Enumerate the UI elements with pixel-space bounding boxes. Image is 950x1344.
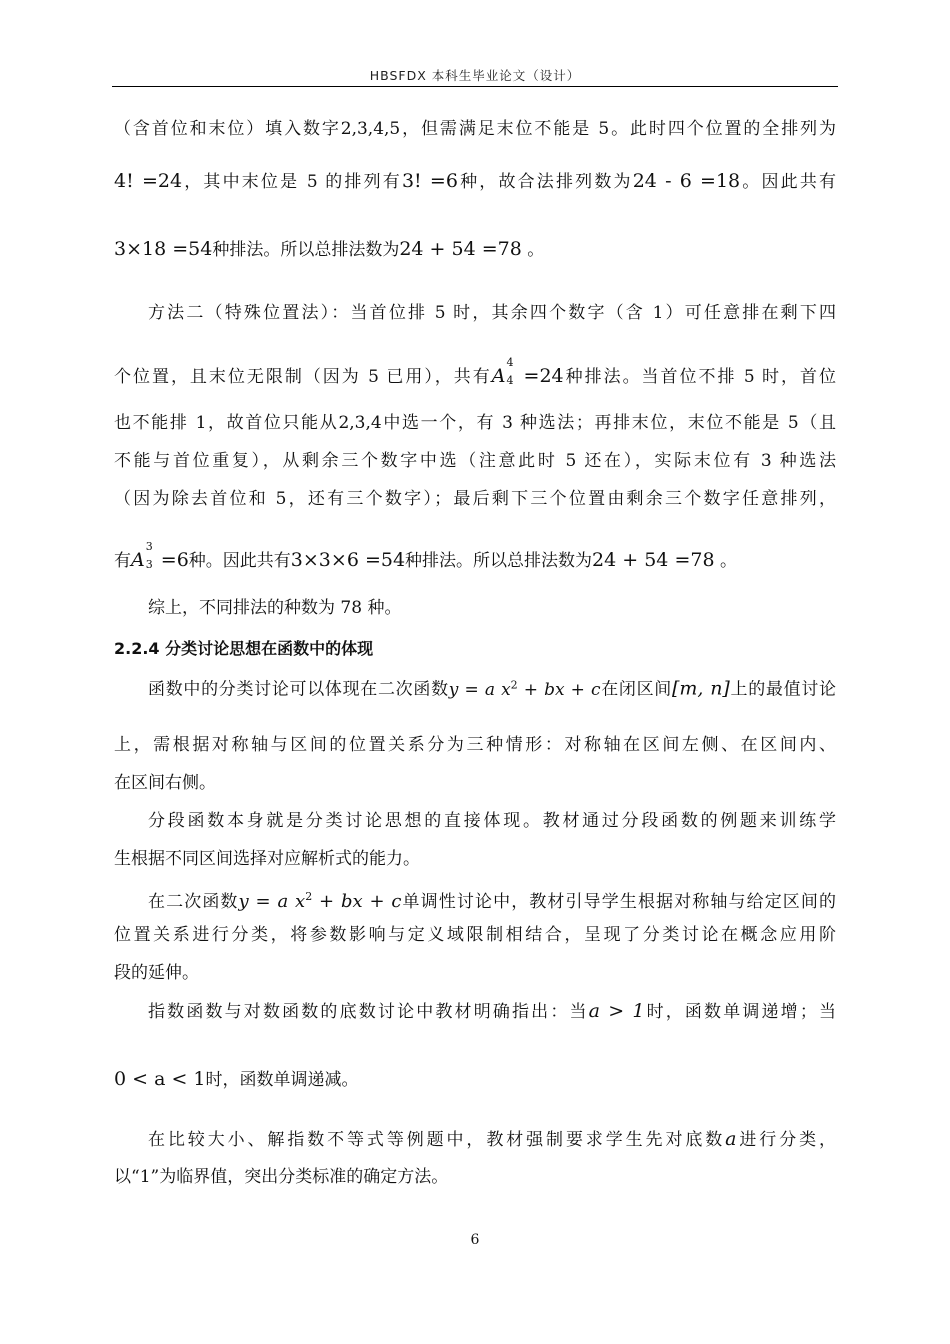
- math-expr: [239, 891, 402, 912]
- text-segment: 种排法。所以总排法数为: [212, 240, 400, 260]
- text-line: [114, 238, 544, 261]
- text-line: [114, 170, 836, 193]
- math-expr: a > 1: [588, 1000, 645, 1022]
- text-line: 分段函数本身就是分类讨论思想的直接体现。教材通过分段函数的例题来训练学: [148, 811, 836, 831]
- text-segment: 在比较大小、解指数不等式等例题中，教材强制要求学生先对底数: [148, 1130, 726, 1150]
- text-segment: 。因此共有: [740, 172, 837, 192]
- text-segment: 单调性讨论中，教材引导学生根据对称轴与给定区间的: [401, 892, 837, 912]
- page-header: HBSFDX 本科生毕业论文（设计）: [369, 68, 581, 83]
- math-sub: 3: [145, 558, 153, 571]
- header-rule: [112, 86, 838, 87]
- text-line: 以“1”为临界值，突出分类标准的确定方法。: [114, 1167, 449, 1187]
- math-symbol: x: [501, 679, 511, 700]
- math-sup: 2: [510, 678, 518, 691]
- section-heading: 2.2.4 分类讨论思想在函数中的体现: [114, 639, 374, 658]
- text-segment: 进行分类，: [736, 1130, 837, 1150]
- text-segment: 指数函数与对数函数的底数讨论中教材明确指出：当: [148, 1002, 589, 1022]
- text-line: 方法二（特殊位置法）：当首位排 5 时，其余四个数字（含 1）可任意排在剩下四: [148, 303, 836, 323]
- math-symbol: =: [248, 891, 278, 912]
- math-expr: 3×18 =54: [114, 238, 213, 260]
- math-symbol: a: [725, 1128, 737, 1150]
- text-line: [114, 540, 737, 572]
- math-symbol: a: [277, 891, 289, 912]
- text-line: 也不能排 1，故首位只能从2,3,4中选一个，有 3 种选法；再排末位，末位不能是 5（且: [114, 413, 836, 433]
- text-line: 在区间右侧。: [114, 773, 216, 793]
- text-line: 生根据不同区间选择对应解析式的能力。: [114, 849, 420, 869]
- text-segment: 函数中的分类讨论可以体现在二次函数: [148, 679, 449, 700]
- math-symbol: A: [491, 365, 506, 387]
- text-segment: ，其中末位是 5 的排列有: [182, 172, 402, 192]
- math-expr: [491, 356, 564, 387]
- math-sub: 4: [506, 374, 514, 387]
- text-segment: 种。因此共有: [188, 551, 291, 571]
- math-expr: 24 - 6 =18: [632, 170, 741, 192]
- math-symbol: =6: [160, 549, 189, 571]
- text-line: 段的延伸。: [114, 963, 199, 983]
- text-segment: 个位置，且末位无限制（因为 5 已用），共有: [114, 367, 492, 387]
- math-expr: 0 < a < 1: [114, 1068, 206, 1090]
- text-line: [148, 1128, 836, 1151]
- text-line: 不能与首位重复），从剩余三个数字中选（注意此时 5 还在），实际末位有 3 种选法: [114, 451, 836, 471]
- math-script: [145, 540, 155, 571]
- text-line: （含首位和末位）填入数字2,3,4,5，但需满足末位不能是 5。此时四个位置的全排列为: [114, 119, 836, 139]
- math-symbol: a: [484, 679, 495, 700]
- math-expr: 4! =24: [114, 170, 183, 192]
- text-segment: 在闭区间: [600, 679, 672, 700]
- math-symbol: y: [448, 679, 459, 700]
- math-symbol: A: [131, 549, 145, 571]
- text-line: （因为除去首位和 5，还有三个数字）；最后剩下三个位置由剩余三个数字任意排列，: [114, 489, 836, 509]
- math-expr: 3! =6: [401, 170, 458, 192]
- text-line: [148, 1000, 836, 1023]
- page-number: 6: [470, 1232, 480, 1248]
- text-segment: 在二次函数: [148, 892, 239, 912]
- text-line: [114, 1068, 359, 1091]
- math-expr: [m, n]: [672, 677, 730, 700]
- math-symbol: =: [458, 679, 485, 700]
- math-script: [506, 356, 516, 387]
- math-expr: [449, 680, 601, 700]
- text-line: 上，需根据对称轴与区间的位置关系分为三种情形：对称轴在区间左侧、在区间内、: [114, 735, 836, 755]
- math-expr: 24 + 54 =78: [592, 549, 715, 571]
- text-segment: 。: [719, 551, 737, 571]
- math-sup: 4: [506, 356, 514, 369]
- text-line: [148, 886, 836, 913]
- math-expr: 3×3×6 =54: [290, 549, 406, 571]
- text-segment: 上的最值讨论: [729, 679, 837, 700]
- math-symbol: + bx + c: [312, 891, 402, 912]
- math-symbol: x: [295, 891, 306, 912]
- math-sup: 3: [145, 540, 153, 553]
- text-segment: 。: [527, 240, 545, 260]
- text-segment: 有: [114, 551, 131, 571]
- math-symbol: + bx + c: [517, 679, 601, 700]
- text-segment: 种，故合法排列数为: [457, 172, 633, 192]
- math-sup: 2: [305, 890, 313, 903]
- text-line: [114, 356, 837, 388]
- text-line: 综上，不同排法的种数为 78 种。: [148, 598, 402, 618]
- math-expr: [131, 540, 189, 571]
- text-segment: 时，函数单调递减。: [205, 1070, 359, 1090]
- text-line: 位置关系进行分类，将参数影响与定义域限制相结合，呈现了分类讨论在概念应用阶: [114, 925, 836, 945]
- text-segment: 种排法。所以总排法数为: [405, 551, 593, 571]
- text-segment: 种排法。当首位不排 5 时，首位: [563, 367, 837, 387]
- text-segment: 时，函数单调递增；当: [644, 1002, 836, 1022]
- text-line: [148, 674, 836, 701]
- math-symbol: y: [238, 891, 249, 912]
- math-symbol: =24: [523, 365, 564, 387]
- math-expr: 24 + 54 =78: [399, 238, 522, 260]
